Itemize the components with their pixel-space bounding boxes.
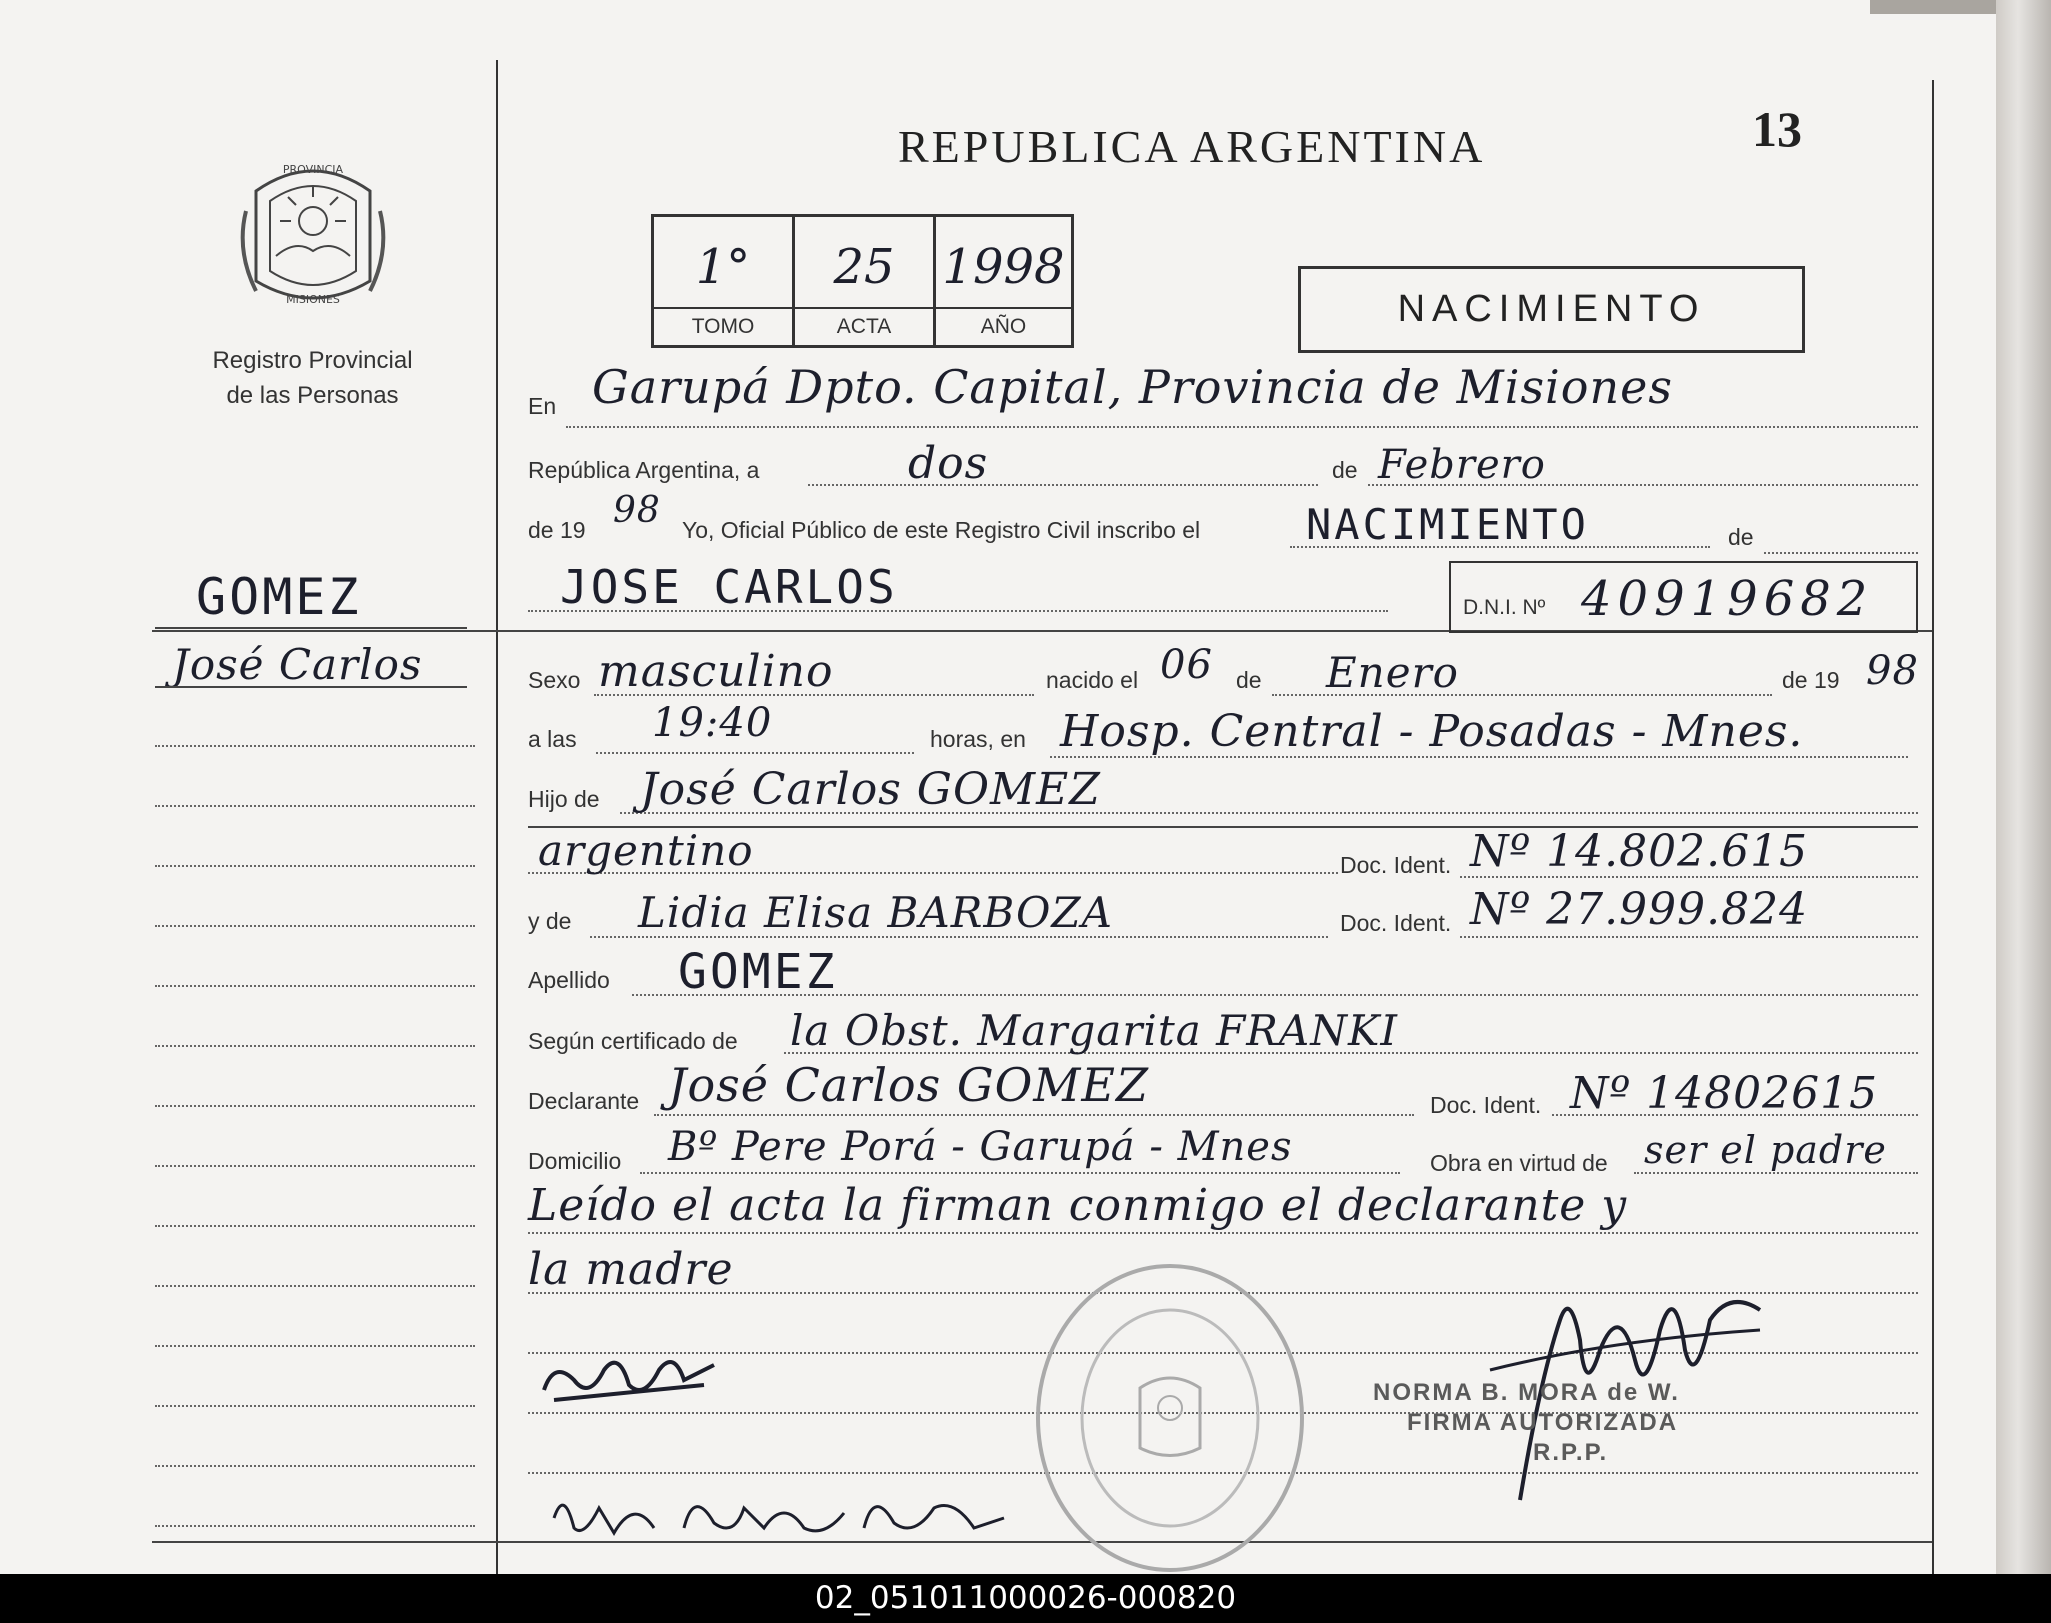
field-birth-year-suffix: 98 (1866, 648, 1919, 694)
page-number: 13 (1752, 101, 1802, 157)
column-divider (496, 60, 498, 1574)
tomo-value: 1° (695, 239, 751, 295)
field-birth-month: Enero (1326, 648, 1459, 697)
authorized-signature-block (1373, 1378, 1680, 1468)
margin-line (155, 925, 475, 927)
field-mother-doc: Nº 27.999.824 (1470, 884, 1809, 935)
ano-value: 1998 (942, 239, 1065, 295)
line-dia (808, 484, 1318, 486)
svg-text:PROVINCIA: PROVINCIA (282, 163, 344, 176)
registry-name-line2: de las Personas (226, 382, 399, 409)
field-domicilio: Bº Pere Porá - Garupá - Mnes (668, 1124, 1293, 1170)
field-child-name: JOSE CARLOS (560, 560, 898, 614)
label-republica: República Argentina, a (528, 457, 760, 483)
margin-line (155, 865, 475, 867)
label-de: de (1332, 457, 1358, 483)
line-en (566, 426, 1918, 428)
registry-name (160, 343, 465, 413)
authority-name: NORMA B. MORA de W. (1373, 1379, 1680, 1406)
field-day-written: dos (908, 438, 989, 489)
margin-line (155, 1045, 475, 1047)
authority-title: FIRMA AUTORIZADA (1407, 1409, 1679, 1436)
ano-label: AÑO (936, 307, 1071, 345)
field-birth-place: Hosp. Central - Posadas - Mnes. (1060, 706, 1804, 757)
line-obra (1634, 1172, 1918, 1174)
field-apellido: GOMEZ (678, 944, 838, 1000)
margin-given-names: José Carlos (172, 640, 423, 689)
declarant-signature (534, 1340, 724, 1420)
field-closing-line1: Leído el acta la firman conmigo el declarante y (528, 1180, 1628, 1231)
line-closing-1 (528, 1232, 1918, 1234)
margin-line (155, 805, 475, 807)
field-place: Garupá Dpto. Capital, Provincia de Misiones (592, 360, 1673, 414)
label-y-de: y de (528, 908, 572, 934)
label-doc-ident-2: Doc. Ident. (1340, 910, 1452, 936)
acta-value: 25 (833, 239, 895, 295)
margin-line (155, 1405, 475, 1407)
label-official-text: Yo, Oficial Público de este Registro Civil inscribo el (682, 517, 1201, 543)
field-dni: 40919682 (1581, 571, 1874, 627)
margin-underline (155, 686, 467, 688)
margin-line (155, 1285, 475, 1287)
line-time (596, 752, 914, 754)
label-nacido: nacido el (1046, 667, 1139, 693)
acta-label: ACTA (795, 307, 933, 345)
field-certificado: la Obst. Margarita FRANKI (790, 1006, 1398, 1055)
field-birth-time: 19:40 (652, 700, 773, 746)
right-border (1932, 80, 1934, 1574)
authority-org: R.P.P. (1533, 1439, 1609, 1466)
field-father-doc: Nº 14.802.615 (1470, 826, 1809, 877)
label-doc-ident-3: Doc. Ident. (1430, 1092, 1542, 1118)
line-domicilio (640, 1172, 1400, 1174)
field-mother-name: Lidia Elisa BARBOZA (638, 888, 1113, 937)
label-dni: D.N.I. Nº (1463, 596, 1546, 619)
field-closing-line2: la madre (528, 1244, 734, 1295)
field-birth-day: 06 (1160, 642, 1213, 688)
label-sexo: Sexo (528, 667, 581, 693)
registry-stamp-icon (1030, 1258, 1310, 1574)
margin-line (155, 1525, 475, 1527)
margin-line (155, 1345, 475, 1347)
registration-box (651, 214, 1074, 348)
field-father-name: José Carlos GOMEZ (640, 764, 1101, 815)
label-declarante: Declarante (528, 1088, 640, 1114)
margin-underline (155, 627, 467, 629)
field-father-nationality: argentino (538, 826, 754, 875)
label-domicilio: Domicilio (528, 1148, 622, 1174)
label-certificado: Según certificado de (528, 1028, 738, 1054)
tomo-label: TOMO (654, 307, 792, 345)
page-edge-right (1996, 0, 2051, 1574)
label-en: En (528, 393, 557, 419)
field-year-suffix: 98 (613, 490, 661, 531)
province-emblem-icon (236, 151, 390, 315)
label-doc-ident: Doc. Ident. (1340, 852, 1452, 878)
mother-signature (544, 1478, 1014, 1558)
label-hijo: Hijo de (528, 786, 600, 812)
label-de-19: de 19 (528, 517, 586, 543)
field-obra: ser el padre (1644, 1128, 1887, 1172)
label-de-19-2: de 19 (1782, 667, 1840, 693)
label-de-2: de (1728, 524, 1754, 550)
svg-text:MISIONES: MISIONES (286, 293, 340, 306)
margin-surname: GOMEZ (196, 568, 362, 626)
dni-box (1449, 561, 1918, 633)
field-act-type: NACIMIENTO (1306, 500, 1589, 549)
label-horas: horas, en (930, 726, 1026, 752)
label-apellido: Apellido (528, 967, 610, 993)
label-de-3: de (1236, 667, 1262, 693)
registry-name-line1: Registro Provincial (212, 347, 413, 374)
margin-line (155, 985, 475, 987)
line-de (1764, 552, 1918, 554)
field-month-written: Febrero (1378, 442, 1546, 488)
label-a-las: a las (528, 726, 577, 752)
line-declarante (654, 1114, 1414, 1116)
margin-line (155, 745, 475, 747)
label-obra: Obra en virtud de (1430, 1150, 1608, 1176)
margin-line (155, 1465, 475, 1467)
ano-cell (936, 217, 1071, 345)
margin-line (155, 1225, 475, 1227)
field-sexo: masculino (598, 646, 834, 697)
margin-line (155, 1165, 475, 1167)
image-code-footer: 02_051011000026-000820 (0, 1574, 2051, 1623)
document-type-box: NACIMIENTO (1298, 266, 1805, 353)
country-heading: REPUBLICA ARGENTINA (898, 121, 1486, 172)
margin-line (155, 1105, 475, 1107)
acta-cell (795, 217, 936, 345)
field-declarante-doc: Nº 14802615 (1570, 1068, 1879, 1119)
field-declarante: José Carlos GOMEZ (668, 1058, 1149, 1112)
line-mother-doc (1460, 936, 1918, 938)
tomo-cell (654, 217, 795, 345)
